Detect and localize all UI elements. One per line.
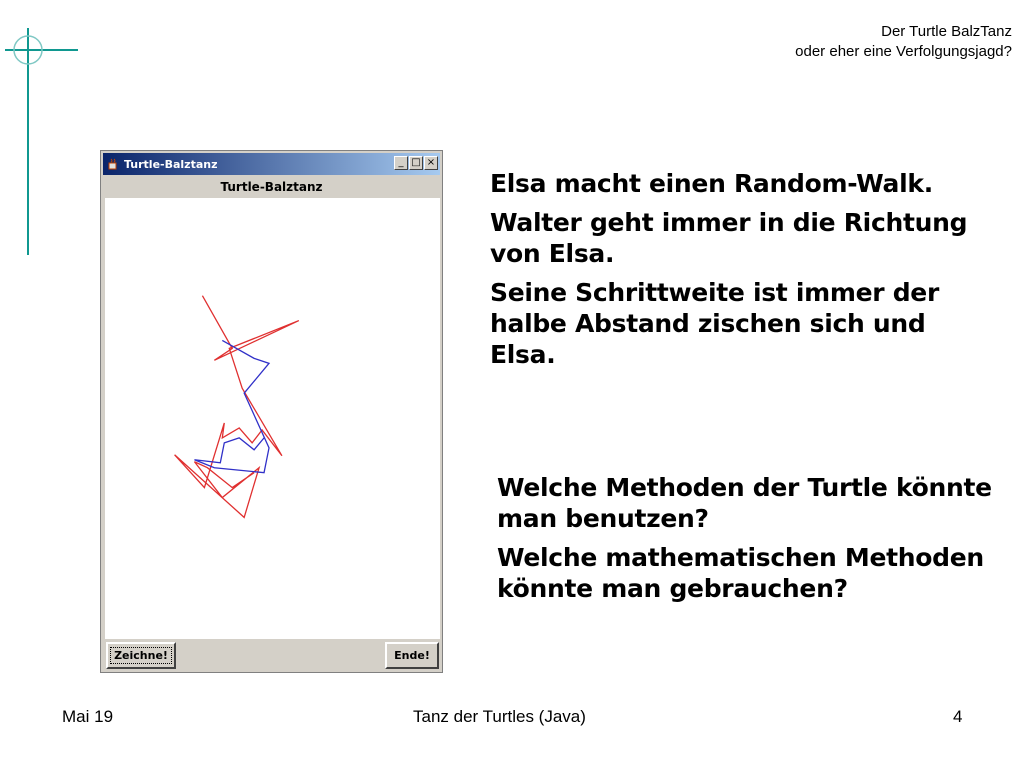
header-subtitle: oder eher eine Verfolgungsjagd? [795,43,1012,60]
footer-page-number: 4 [953,707,963,726]
crosshair-decoration [0,0,90,270]
text-p1: Elsa macht einen Random-Walk. [490,169,933,198]
slide-header [795,22,1012,62]
window-titlebar[interactable] [103,153,440,175]
footer-title: Tanz der Turtles (Java) [413,707,586,726]
panel-title: Turtle-Balztanz [220,180,323,194]
draw-button[interactable] [106,642,176,669]
window-title: Turtle-Balztanz [124,157,218,171]
question-2: Welche mathematischen Methoden könnte man gebrauchen? [497,543,984,603]
text-p2: Walter geht immer in die Richtung von Elsa. [490,208,968,268]
footer-date: Mai 19 [62,707,114,726]
turtle-window [100,150,443,673]
minimize-button[interactable]: _ [394,156,408,170]
drawing-canvas [105,198,440,639]
question-text [497,472,997,612]
walter-path [194,340,269,472]
question-1: Welche Methoden der Turtle könnte man benutzen? [497,473,992,533]
end-button[interactable]: Ende! [385,642,439,669]
close-button[interactable]: × [424,156,438,170]
java-cup-icon [106,157,120,171]
maximize-button[interactable]: □ [409,156,423,170]
text-p3: Seine Schrittweite ist immer der halbe Abstand zischen sich und Elsa. [490,278,939,369]
draw-button-label: Zeichne! [110,647,172,664]
elsa-path [175,296,299,518]
header-title: Der Turtle BalzTanz [881,23,1012,40]
description-text [490,168,990,378]
